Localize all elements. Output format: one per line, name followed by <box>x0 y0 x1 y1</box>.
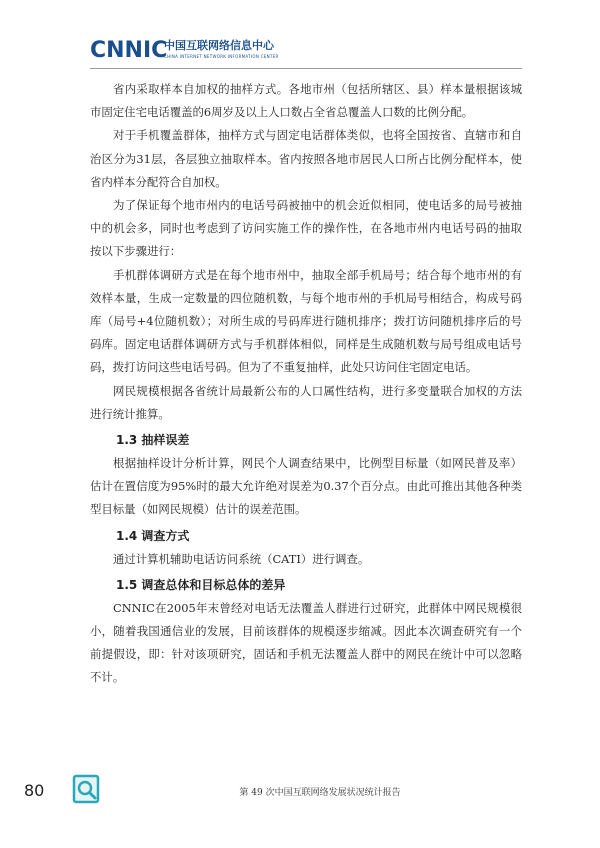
page-number: 80 <box>24 781 45 800</box>
report-title: 第 49 次中国互联网络发展状况统计报告 <box>239 788 401 798</box>
paragraph: 对于手机覆盖群体，抽样方式与固定电话群体类似，也将全国按省、直辖市和自治区分为31层，各层独立抽取样本。省内按照各地市居民人口所占比例分配样本，使省内样本分配符合自加权。 <box>90 128 522 189</box>
section-heading-1-5: 1.5 调查总体和目标总体的差异 <box>116 577 286 592</box>
paragraph: 网民规模根据各省统计局最新公布的人口属性结构，进行多变量联合加权的方法进行统计推算。 <box>90 383 522 421</box>
paragraph: 为了保证每个地市州内的电话号码被抽中的机会近似相同，使电话多的局号被抽中的机会多，同时也考虑到了访问实施工作的操作性，在各地市州内电话号码的抽取按以下步骤进行： <box>90 198 522 259</box>
paragraph: 手机群体调研方式是在每个地市州中，抽取全部手机局号；结合每个地市州的有效样本量，生成一定数量的四位随机数，与每个地市州的手机局号相结合，构成号码库（局号+4位随机数）；对所生成的号码库进行随机排序；拨打访问随机排序后的号码库。固定电话群体调研方式与手机群体相似，同样是生成随机数与局号组成电话号码，拨打访问这些电话号码。但为了不重复抽样，此处只访问住宅固定电话。 <box>90 267 522 375</box>
section-heading-1-4: 1.4 调查方式 <box>116 528 190 543</box>
section-heading-1-3: 1.3 抽样误差 <box>116 433 190 448</box>
paragraph: 根据抽样设计分析计算，网民个人调查结果中，比例型目标量（如网民普及率）估计在置信度为95%时的最大允许绝对误差为0.37个百分点。由此可推出其他各种类型目标量（如网民规模）估计的误差范围。 <box>90 456 522 517</box>
paragraph: 通过计算机辅助电话访问系统（CATI）进行调查。 <box>113 551 370 566</box>
header-divider <box>90 68 522 69</box>
paragraph: CNNIC在2005年末曾经对电话无法覆盖人群进行过研究，此群体中网民规模很小，随着我国通信业的发展，目前该群体的规模逐步缩减。因此本次调查研究有一个前提假设，即：针对该项研究，固话和手机无法覆盖人群中的网民在统计中可以忽略不计。 <box>90 600 522 685</box>
cnnic-logo: CNNIC <box>90 38 168 63</box>
org-name-en: CHINA INTERNET NETWORK INFORMATION CENTER <box>164 54 279 59</box>
paragraph: 省内采取样本自加权的抽样方式。各地市州（包括所辖区、县）样本量根据该城市固定住宅电话覆盖的6周岁及以上人口数占全省总覆盖人口数的比例分配。 <box>90 82 522 120</box>
main-content <box>90 78 522 690</box>
org-name-cn: 中国互联网络信息中心 <box>164 39 274 52</box>
